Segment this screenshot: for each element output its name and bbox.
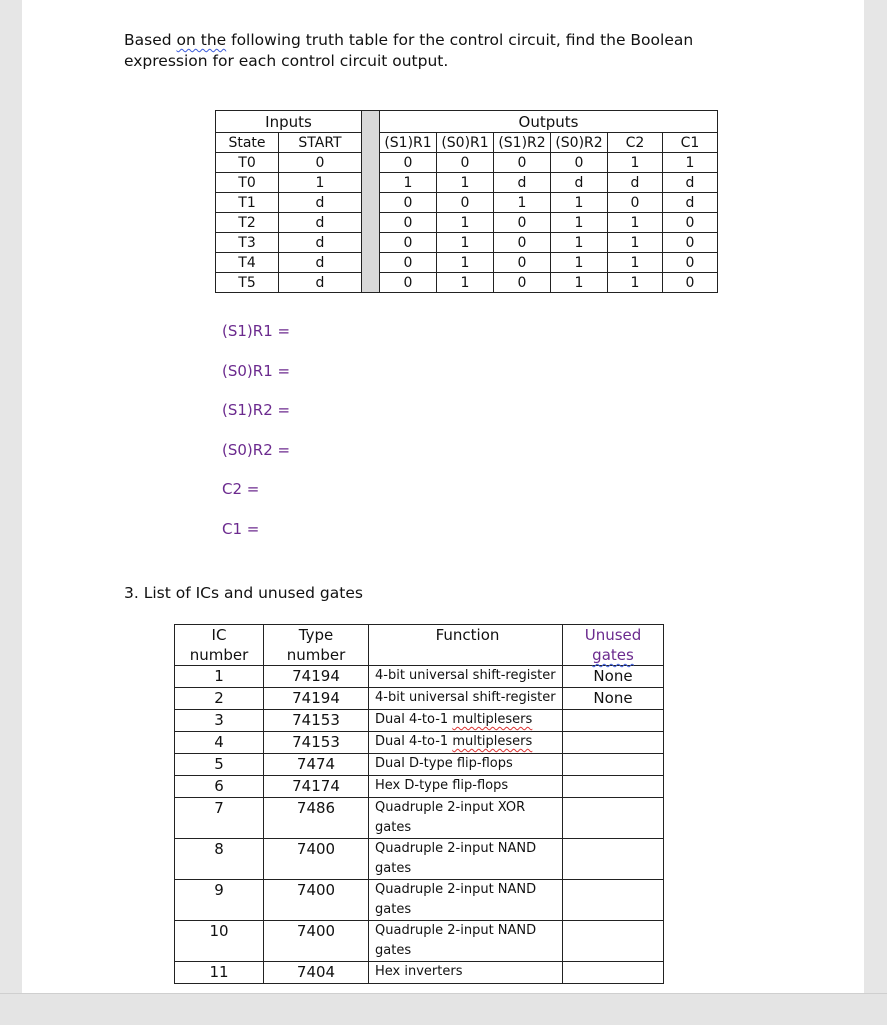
table-row [175, 754, 664, 776]
ic-number: 10 [175, 921, 264, 962]
unused-gates [563, 776, 664, 798]
outputs-header: Outputs [380, 111, 718, 133]
col-s1r2: (S1)R2 [494, 133, 551, 153]
cell: 0 [608, 193, 663, 213]
table-row [175, 710, 664, 732]
cell: 1 [437, 213, 494, 233]
cell: 1 [380, 173, 437, 193]
cell: 0 [494, 233, 551, 253]
intro-text-pre: Based [124, 31, 177, 49]
header-unused-line2[interactable]: gates [592, 646, 634, 664]
function[interactable]: Dual 4-to-1 multiplesers [369, 732, 563, 754]
type-number: 74153 [264, 710, 369, 732]
cell: d [279, 213, 362, 233]
cell: 1 [437, 233, 494, 253]
header-type-number [264, 625, 369, 666]
col-s0r2: (S0)R2 [551, 133, 608, 153]
table-row [216, 193, 718, 213]
cell: 1 [551, 273, 608, 293]
truth-table [215, 110, 718, 293]
header-type-line1: Type [298, 626, 334, 644]
status-bar [0, 993, 887, 1025]
function: Quadruple 2-input XOR gates [369, 798, 563, 839]
ic-number: 8 [175, 839, 264, 880]
header-type-line2: number [286, 646, 346, 664]
ic-table [174, 624, 664, 984]
table-row [175, 666, 664, 688]
unused-gates [563, 962, 664, 984]
cell: 0 [380, 153, 437, 173]
equation-c2[interactable]: C2 = [222, 480, 260, 498]
ic-number: 1 [175, 666, 264, 688]
cell: d [279, 193, 362, 213]
ic-number: 2 [175, 688, 264, 710]
cell: 1 [437, 173, 494, 193]
cell: 0 [380, 213, 437, 233]
cell: 0 [437, 193, 494, 213]
intro-flagged-text[interactable]: on the [176, 31, 227, 49]
equation-s1r2[interactable]: (S1)R2 = [222, 401, 291, 419]
col-c2: C2 [608, 133, 663, 153]
header-ic-line2: number [189, 646, 249, 664]
table-row [216, 233, 718, 253]
cell: 0 [380, 253, 437, 273]
table-row [175, 688, 664, 710]
type-number: 7404 [264, 962, 369, 984]
cell: d [551, 173, 608, 193]
function: Quadruple 2-input NAND gates [369, 921, 563, 962]
ic-number: 7 [175, 798, 264, 839]
unused-gates [563, 798, 664, 839]
cell: 1 [437, 253, 494, 273]
function: Quadruple 2-input NAND gates [369, 880, 563, 921]
table-row [216, 273, 718, 293]
cell: d [279, 233, 362, 253]
ic-number: 4 [175, 732, 264, 754]
equation-s1r1[interactable]: (S1)R1 = [222, 322, 291, 340]
unused-gates: None [563, 688, 664, 710]
ic-number: 11 [175, 962, 264, 984]
table-row [175, 839, 664, 880]
type-number: 7486 [264, 798, 369, 839]
header-unused-line1: Unused [584, 626, 642, 644]
header-function: Function [369, 625, 563, 666]
col-s0r1: (S0)R1 [437, 133, 494, 153]
cell: 0 [494, 273, 551, 293]
function: 4-bit universal shift-register [369, 688, 563, 710]
function: Hex D-type flip-flops [369, 776, 563, 798]
cell: 0 [663, 253, 718, 273]
table-row [216, 253, 718, 273]
table-row [175, 962, 664, 984]
type-number: 7400 [264, 921, 369, 962]
type-number: 74153 [264, 732, 369, 754]
function: Hex inverters [369, 962, 563, 984]
ic-number: 5 [175, 754, 264, 776]
cell: 1 [551, 253, 608, 273]
col-c1: C1 [663, 133, 718, 153]
table-gap-column [362, 111, 380, 293]
cell: d [279, 273, 362, 293]
intro-paragraph [124, 30, 724, 72]
header-unused-gates [563, 625, 664, 666]
equation-s0r1[interactable]: (S0)R1 = [222, 361, 291, 380]
cell: 0 [663, 273, 718, 293]
cell: T5 [216, 273, 279, 293]
type-number: 7400 [264, 839, 369, 880]
cell: 0 [380, 273, 437, 293]
section-heading: 3. List of ICs and unused gates [124, 584, 363, 602]
table-row [175, 732, 664, 754]
cell: 0 [663, 233, 718, 253]
header-ic-number [175, 625, 264, 666]
cell: 1 [437, 273, 494, 293]
intro-text-line2: expression for each control circuit output. [124, 52, 449, 70]
intro-text-post: following truth table for the control circuit, find the Boolean [226, 31, 694, 49]
unused-gates [563, 710, 664, 732]
function: Quadruple 2-input NAND gates [369, 839, 563, 880]
table-row [175, 880, 664, 921]
type-number: 74194 [264, 666, 369, 688]
unused-gates [563, 732, 664, 754]
equation-c1[interactable]: C1 = [222, 519, 260, 538]
cell: T2 [216, 213, 279, 233]
cell: d [663, 193, 718, 213]
table-row [216, 153, 718, 173]
misspelled-word[interactable]: multiplesers [452, 734, 533, 749]
ic-number: 3 [175, 710, 264, 732]
cell: 0 [494, 153, 551, 173]
cell: d [663, 173, 718, 193]
cell: 1 [551, 213, 608, 233]
cell: d [494, 173, 551, 193]
cell: 1 [608, 153, 663, 173]
cell: T0 [216, 173, 279, 193]
header-ic-line1: IC [211, 626, 227, 644]
col-state: State [216, 133, 279, 153]
unused-gates [563, 839, 664, 880]
equation-list [222, 318, 290, 555]
type-number: 74194 [264, 688, 369, 710]
cell: 0 [663, 213, 718, 233]
cell: d [279, 253, 362, 273]
function: Dual D-type flip-flops [369, 754, 563, 776]
unused-gates: None [563, 666, 664, 688]
table-row [216, 213, 718, 233]
ic-number: 6 [175, 776, 264, 798]
table-row [175, 921, 664, 962]
cell: 1 [663, 153, 718, 173]
cell: 0 [494, 253, 551, 273]
cell: 0 [437, 153, 494, 173]
cell: T3 [216, 233, 279, 253]
type-number: 7474 [264, 754, 369, 776]
cell: 1 [279, 173, 362, 193]
cell: 0 [380, 233, 437, 253]
function: 4-bit universal shift-register [369, 666, 563, 688]
function[interactable]: Dual 4-to-1 multiplesers [369, 710, 563, 732]
equation-s0r2[interactable]: (S0)R2 = [222, 440, 291, 459]
unused-gates [563, 880, 664, 921]
cell: d [608, 173, 663, 193]
cell: T0 [216, 153, 279, 173]
col-s1r1: (S1)R1 [380, 133, 437, 153]
unused-gates [563, 754, 664, 776]
type-number: 7400 [264, 880, 369, 921]
cell: 0 [380, 193, 437, 213]
inputs-header: Inputs [216, 111, 362, 133]
ic-number: 9 [175, 880, 264, 921]
cell: 1 [608, 273, 663, 293]
cell: 1 [551, 193, 608, 213]
unused-gates [563, 921, 664, 962]
cell: 1 [551, 233, 608, 253]
table-row [175, 776, 664, 798]
table-row [216, 173, 718, 193]
cell: 1 [608, 253, 663, 273]
cell: 1 [608, 233, 663, 253]
table-row [175, 798, 664, 839]
type-number: 74174 [264, 776, 369, 798]
cell: 1 [494, 193, 551, 213]
cell: T4 [216, 253, 279, 273]
cell: 0 [494, 213, 551, 233]
misspelled-word[interactable]: multiplesers [452, 712, 533, 727]
col-start: START [279, 133, 362, 153]
cell: 0 [279, 153, 362, 173]
cell: T1 [216, 193, 279, 213]
cell: 0 [551, 153, 608, 173]
cell: 1 [608, 213, 663, 233]
